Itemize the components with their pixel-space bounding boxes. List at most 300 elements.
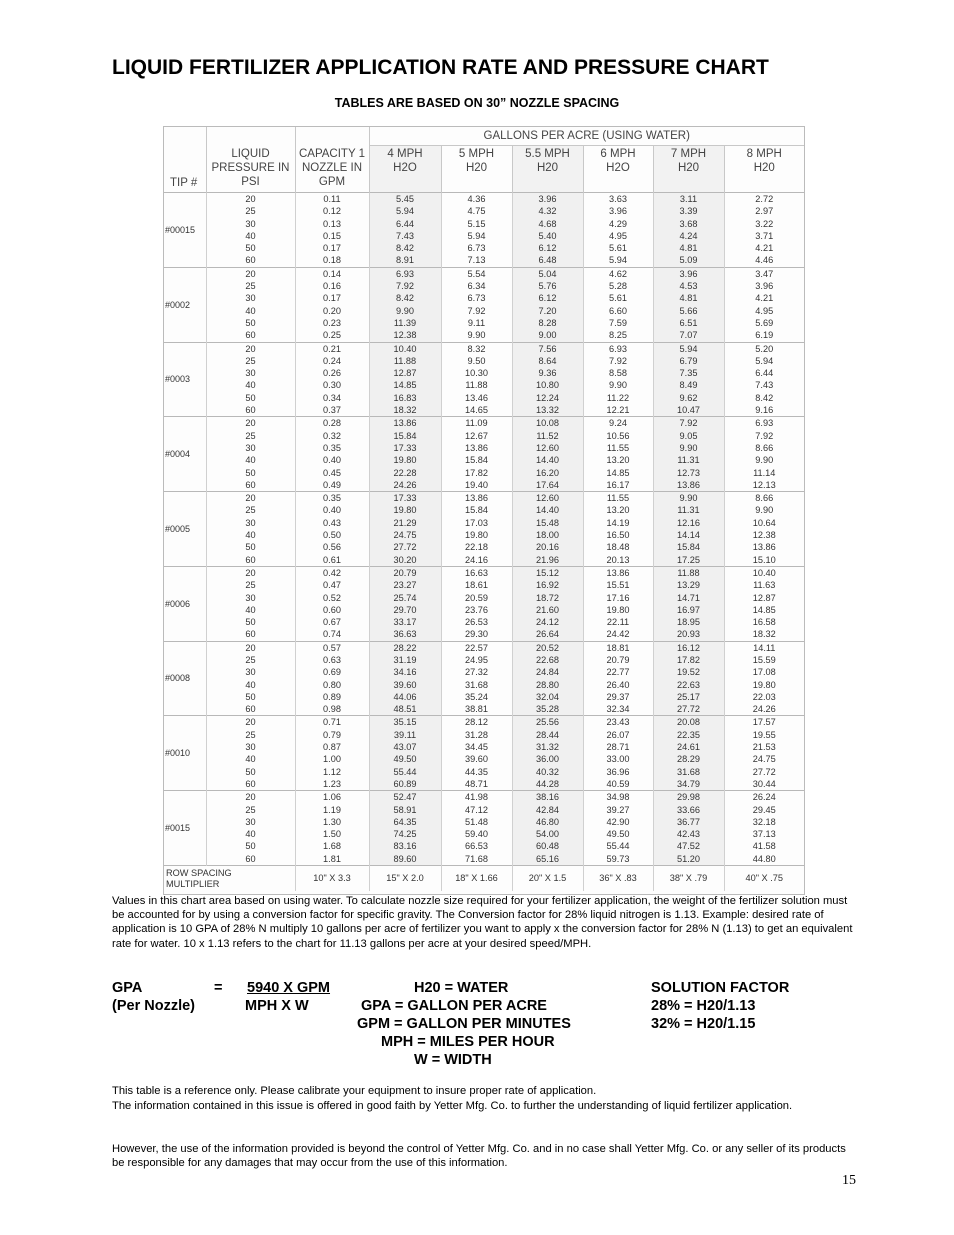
table-row [164,616,804,628]
table-cell: 6.19 [724,329,804,342]
table-cell: 16.97 [653,604,724,616]
table-cell: 27.32 [441,666,512,678]
table-cell: 5.40 [512,230,583,242]
speed-header: 6 MPH H2O [583,146,653,193]
table-cell: 13.20 [583,504,653,516]
table-cell: 0.23 [295,317,369,329]
tip-number: #0015 [164,791,206,866]
reference-note: This table is a reference only. Please calibrate your equipment to insure proper rate of application. [112,1085,597,1097]
table-cell: 8.28 [512,317,583,329]
table-cell: 7.92 [653,417,724,430]
table-cell: 21.29 [369,517,441,529]
table-row [164,504,804,516]
table-cell: 0.89 [295,691,369,703]
gpa-header: GALLONS PER ACRE (USING WATER) [369,127,804,146]
table-cell: 5.94 [369,205,441,217]
table-cell: 9.90 [724,454,804,466]
table-cell: 31.68 [653,766,724,778]
table-cell: 74.25 [369,828,441,840]
table-cell: 8.64 [512,355,583,367]
page-title: LIQUID FERTILIZER APPLICATION RATE AND PRESSURE CHART [112,56,769,79]
table-cell: 4.95 [583,230,653,242]
table-cell: 10.30 [441,367,512,379]
table-cell: 30 [206,741,295,753]
table-row [164,367,804,379]
table-cell: 11.63 [724,579,804,591]
tip-number: #0003 [164,342,206,417]
table-cell: 60 [206,404,295,417]
table-cell: 26.64 [512,628,583,641]
table-cell: 6.51 [653,317,724,329]
table-cell: 39.27 [583,804,653,816]
table-cell: 7.35 [653,367,724,379]
table-row [164,193,804,206]
table-cell: 20 [206,417,295,430]
table-row [164,628,804,641]
table-cell: 5.94 [724,355,804,367]
table-row [164,242,804,254]
table-cell: 0.16 [295,280,369,292]
table-row [164,541,804,553]
table-cell: 15.12 [512,566,583,579]
table-cell: 12.16 [653,517,724,529]
table-cell: 8.49 [653,379,724,391]
table-cell: 12.24 [512,392,583,404]
table-cell: 4.75 [441,205,512,217]
table-row [164,828,804,840]
table-cell: 37.13 [724,828,804,840]
table-cell: 4.81 [653,292,724,304]
table-cell: 28.71 [583,741,653,753]
table-cell: 19.80 [724,679,804,691]
table-cell: 4.32 [512,205,583,217]
table-cell: 10.47 [653,404,724,417]
table-cell: 50 [206,242,295,254]
table-cell: 6.93 [583,342,653,355]
table-cell: 47.52 [653,840,724,852]
table-cell: 18.48 [583,541,653,553]
table-row [164,292,804,304]
table-row [164,766,804,778]
table-cell: 20.59 [441,592,512,604]
gpa-label: GPA [112,980,143,996]
table-cell: 9.90 [441,329,512,342]
table-cell: 9.24 [583,417,653,430]
table-cell: 24.75 [724,753,804,765]
table-row [164,355,804,367]
table-cell: 7.59 [583,317,653,329]
table-cell: 27.72 [369,541,441,553]
table-cell: 5.61 [583,242,653,254]
table-cell: 29.98 [653,791,724,804]
table-cell: 20 [206,641,295,654]
table-cell: 30 [206,218,295,230]
table-cell: 5.94 [583,254,653,267]
table-cell: 28.44 [512,729,583,741]
table-cell: 42.90 [583,816,653,828]
table-cell: 0.40 [295,504,369,516]
table-cell: 0.17 [295,242,369,254]
row-spacing-multiplier: 20" X 1.5 [512,866,583,892]
table-row [164,254,804,267]
table-cell: 6.73 [441,292,512,304]
table-cell: 33.00 [583,753,653,765]
table-cell: 10.80 [512,379,583,391]
table-cell: 12.73 [653,467,724,479]
table-cell: 24.84 [512,666,583,678]
table-cell: 15.51 [583,579,653,591]
table-cell: 29.45 [724,804,804,816]
equals-sign: = [214,980,223,996]
table-row [164,342,804,355]
table-cell: 27.72 [724,766,804,778]
table-cell: 60 [206,479,295,492]
table-cell: 8.91 [369,254,441,267]
table-cell: 50 [206,691,295,703]
table-cell: 5.54 [441,267,512,280]
table-cell: 0.35 [295,492,369,505]
table-cell: 49.50 [583,828,653,840]
table-row [164,479,804,492]
table-row [164,666,804,678]
table-cell: 39.11 [369,729,441,741]
table-cell: 7.92 [724,430,804,442]
table-cell: 5.45 [369,193,441,206]
table-cell: 60 [206,554,295,567]
table-cell: 14.71 [653,592,724,604]
table-cell: 20 [206,716,295,729]
table-cell: 6.73 [441,242,512,254]
table-cell: 3.47 [724,267,804,280]
table-cell: 8.32 [441,342,512,355]
table-cell: 5.66 [653,305,724,317]
table-cell: 4.29 [583,218,653,230]
table-cell: 29.30 [441,628,512,641]
table-row [164,230,804,242]
table-row [164,417,804,430]
table-cell: 21.96 [512,554,583,567]
table-cell: 20.13 [583,554,653,567]
table-row [164,804,804,816]
table-cell: 10.40 [369,342,441,355]
table-cell: 52.47 [369,791,441,804]
table-cell: 19.40 [441,479,512,492]
table-cell: 13.86 [653,479,724,492]
table-cell: 3.96 [653,267,724,280]
table-cell: 50 [206,392,295,404]
table-cell: 40 [206,828,295,840]
table-cell: 0.56 [295,541,369,553]
table-cell: 30 [206,816,295,828]
table-row [164,467,804,479]
table-cell: 0.50 [295,529,369,541]
disclaimer-note: However, the use of the information provided is beyond the control of Yetter Mfg. Co. and in no case shall Yetter Mfg. Co. or any seller of its products be responsible for any damages that may occur from the use of this information. [112,1143,846,1170]
table-cell: 7.43 [369,230,441,242]
table-cell: 11.88 [441,379,512,391]
table-cell: 22.57 [441,641,512,654]
table-cell: 6.60 [583,305,653,317]
table-cell: 28.22 [369,641,441,654]
table-cell: 0.13 [295,218,369,230]
page-subtitle: TABLES ARE BASED ON 30” NOZZLE SPACING [334,96,620,110]
table-cell: 36.63 [369,628,441,641]
table-cell: 0.98 [295,703,369,716]
table-cell: 15.59 [724,654,804,666]
table-cell: 3.22 [724,218,804,230]
table-cell: 42.43 [653,828,724,840]
table-cell: 16.12 [653,641,724,654]
table-cell: 12.38 [369,329,441,342]
table-row [164,442,804,454]
table-cell: 7.92 [369,280,441,292]
table-cell: 60 [206,703,295,716]
table-cell: 65.16 [512,853,583,866]
table-cell: 18.61 [441,579,512,591]
table-cell: 60 [206,254,295,267]
table-cell: 3.96 [583,205,653,217]
table-cell: 0.40 [295,454,369,466]
table-row [164,379,804,391]
table-cell: 14.40 [512,454,583,466]
speed-header: 8 MPH H20 [724,146,804,193]
table-cell: 16.50 [583,529,653,541]
table-cell: 24.42 [583,628,653,641]
table-cell: 60 [206,853,295,866]
table-cell: 16.83 [369,392,441,404]
table-cell: 22.28 [369,467,441,479]
table-cell: 22.35 [653,729,724,741]
table-cell: 8.42 [369,292,441,304]
table-row [164,641,804,654]
table-row [164,853,804,866]
table-cell: 25 [206,355,295,367]
table-cell: 16.20 [512,467,583,479]
table-cell: 49.50 [369,753,441,765]
table-cell: 29.70 [369,604,441,616]
table-cell: 7.20 [512,305,583,317]
table-cell: 32.34 [583,703,653,716]
table-cell: 34.79 [653,778,724,791]
table-cell: 5.94 [441,230,512,242]
table-cell: 50 [206,467,295,479]
legend-gpa: GPA = GALLON PER ACRE [361,998,547,1014]
table-cell: 15.84 [441,454,512,466]
table-cell: 33.66 [653,804,724,816]
table-row [164,703,804,716]
table-cell: 5.28 [583,280,653,292]
table-cell: 50 [206,766,295,778]
table-cell: 14.65 [441,404,512,417]
table-cell: 13.20 [583,454,653,466]
table-cell: 21.60 [512,604,583,616]
table-cell: 27.72 [653,703,724,716]
table-row [164,778,804,791]
table-cell: 23.76 [441,604,512,616]
table-cell: 0.57 [295,641,369,654]
table-cell: 40 [206,529,295,541]
row-spacing-multiplier: 40" X .75 [724,866,804,892]
table-cell: 30 [206,666,295,678]
table-cell: 0.52 [295,592,369,604]
table-cell: 0.87 [295,741,369,753]
table-cell: 9.90 [653,492,724,505]
table-cell: 30 [206,592,295,604]
table-cell: 20.79 [369,566,441,579]
table-row [164,753,804,765]
legend-gpm: GPM = GALLON PER MINUTES [357,1016,571,1032]
table-cell: 17.57 [724,716,804,729]
table-cell: 42.84 [512,804,583,816]
pressure-header: LIQUID PRESSURE IN PSI [206,127,295,193]
table-cell: 50 [206,317,295,329]
row-spacing-multiplier: 15" X 2.0 [369,866,441,892]
table-row [164,267,804,280]
table-cell: 22.18 [441,541,512,553]
table-row [164,840,804,852]
table-cell: 40 [206,604,295,616]
table-cell: 28.80 [512,679,583,691]
rate-table [164,127,804,891]
table-cell: 7.43 [724,379,804,391]
table-cell: 17.33 [369,442,441,454]
table-cell: 1.30 [295,816,369,828]
table-cell: 3.71 [724,230,804,242]
table-cell: 14.85 [369,379,441,391]
table-cell: 4.68 [512,218,583,230]
table-cell: 50 [206,616,295,628]
table-cell: 0.20 [295,305,369,317]
table-cell: 16.63 [441,566,512,579]
table-cell: 12.60 [512,442,583,454]
table-cell: 20 [206,791,295,804]
table-cell: 16.17 [583,479,653,492]
table-cell: 20.16 [512,541,583,553]
table-cell: 12.60 [512,492,583,505]
speed-header: 5.5 MPH H20 [512,146,583,193]
table-cell: 4.53 [653,280,724,292]
table-cell: 0.28 [295,417,369,430]
table-cell: 0.61 [295,554,369,567]
table-cell: 35.24 [441,691,512,703]
table-cell: 15.48 [512,517,583,529]
table-cell: 55.44 [369,766,441,778]
table-cell: 18.32 [724,628,804,641]
table-cell: 25 [206,205,295,217]
table-cell: 30 [206,292,295,304]
table-cell: 19.80 [369,454,441,466]
table-cell: 6.79 [653,355,724,367]
table-cell: 14.85 [583,467,653,479]
table-cell: 12.87 [724,592,804,604]
table-cell: 14.11 [724,641,804,654]
table-cell: 32.04 [512,691,583,703]
table-cell: 38.16 [512,791,583,804]
table-cell: 18.81 [583,641,653,654]
table-cell: 17.08 [724,666,804,678]
row-spacing-row [164,866,804,892]
table-cell: 5.15 [441,218,512,230]
application-rate-table [163,126,805,895]
table-cell: 30 [206,517,295,529]
table-cell: 5.04 [512,267,583,280]
table-cell: 54.00 [512,828,583,840]
table-cell: 38.81 [441,703,512,716]
table-row [164,816,804,828]
table-cell: 14.14 [653,529,724,541]
table-cell: 39.60 [441,753,512,765]
table-cell: 22.68 [512,654,583,666]
table-cell: 16.92 [512,579,583,591]
table-cell: 25 [206,729,295,741]
table-cell: 8.25 [583,329,653,342]
table-cell: 3.96 [724,280,804,292]
table-cell: 20 [206,566,295,579]
table-cell: 34.45 [441,741,512,753]
tip-number: #0004 [164,417,206,492]
table-cell: 44.28 [512,778,583,791]
table-cell: 5.69 [724,317,804,329]
table-cell: 17.16 [583,592,653,604]
table-cell: 0.47 [295,579,369,591]
table-cell: 0.35 [295,442,369,454]
table-row [164,741,804,753]
table-row [164,529,804,541]
tip-number: #0006 [164,566,206,641]
table-cell: 0.11 [295,193,369,206]
speed-header: 4 MPH H2O [369,146,441,193]
table-cell: 0.63 [295,654,369,666]
table-cell: 20.79 [583,654,653,666]
table-cell: 25 [206,804,295,816]
table-row [164,729,804,741]
table-cell: 12.38 [724,529,804,541]
tip-number: #0002 [164,267,206,342]
table-cell: 32.18 [724,816,804,828]
table-cell: 44.06 [369,691,441,703]
table-cell: 5.09 [653,254,724,267]
table-cell: 40 [206,379,295,391]
table-cell: 4.81 [653,242,724,254]
page-number: 15 [842,1173,856,1188]
table-cell: 22.77 [583,666,653,678]
table-cell: 20 [206,193,295,206]
table-cell: 5.61 [583,292,653,304]
table-cell: 60 [206,628,295,641]
table-cell: 8.66 [724,442,804,454]
row-spacing-multiplier: 38" X .79 [653,866,724,892]
table-cell: 64.35 [369,816,441,828]
table-cell: 19.80 [369,504,441,516]
table-cell: 8.66 [724,492,804,505]
table-cell: 36.77 [653,816,724,828]
table-cell: 25 [206,579,295,591]
table-cell: 6.12 [512,292,583,304]
table-cell: 1.81 [295,853,369,866]
table-cell: 17.82 [653,654,724,666]
table-cell: 18.32 [369,404,441,417]
table-cell: 10.08 [512,417,583,430]
table-cell: 17.03 [441,517,512,529]
table-cell: 89.60 [369,853,441,866]
table-cell: 11.88 [653,566,724,579]
tip-number: #0005 [164,492,206,567]
table-cell: 28.12 [441,716,512,729]
table-cell: 40 [206,753,295,765]
table-cell: 24.16 [441,554,512,567]
table-cell: 11.31 [653,504,724,516]
table-cell: 19.80 [583,604,653,616]
table-cell: 0.45 [295,467,369,479]
